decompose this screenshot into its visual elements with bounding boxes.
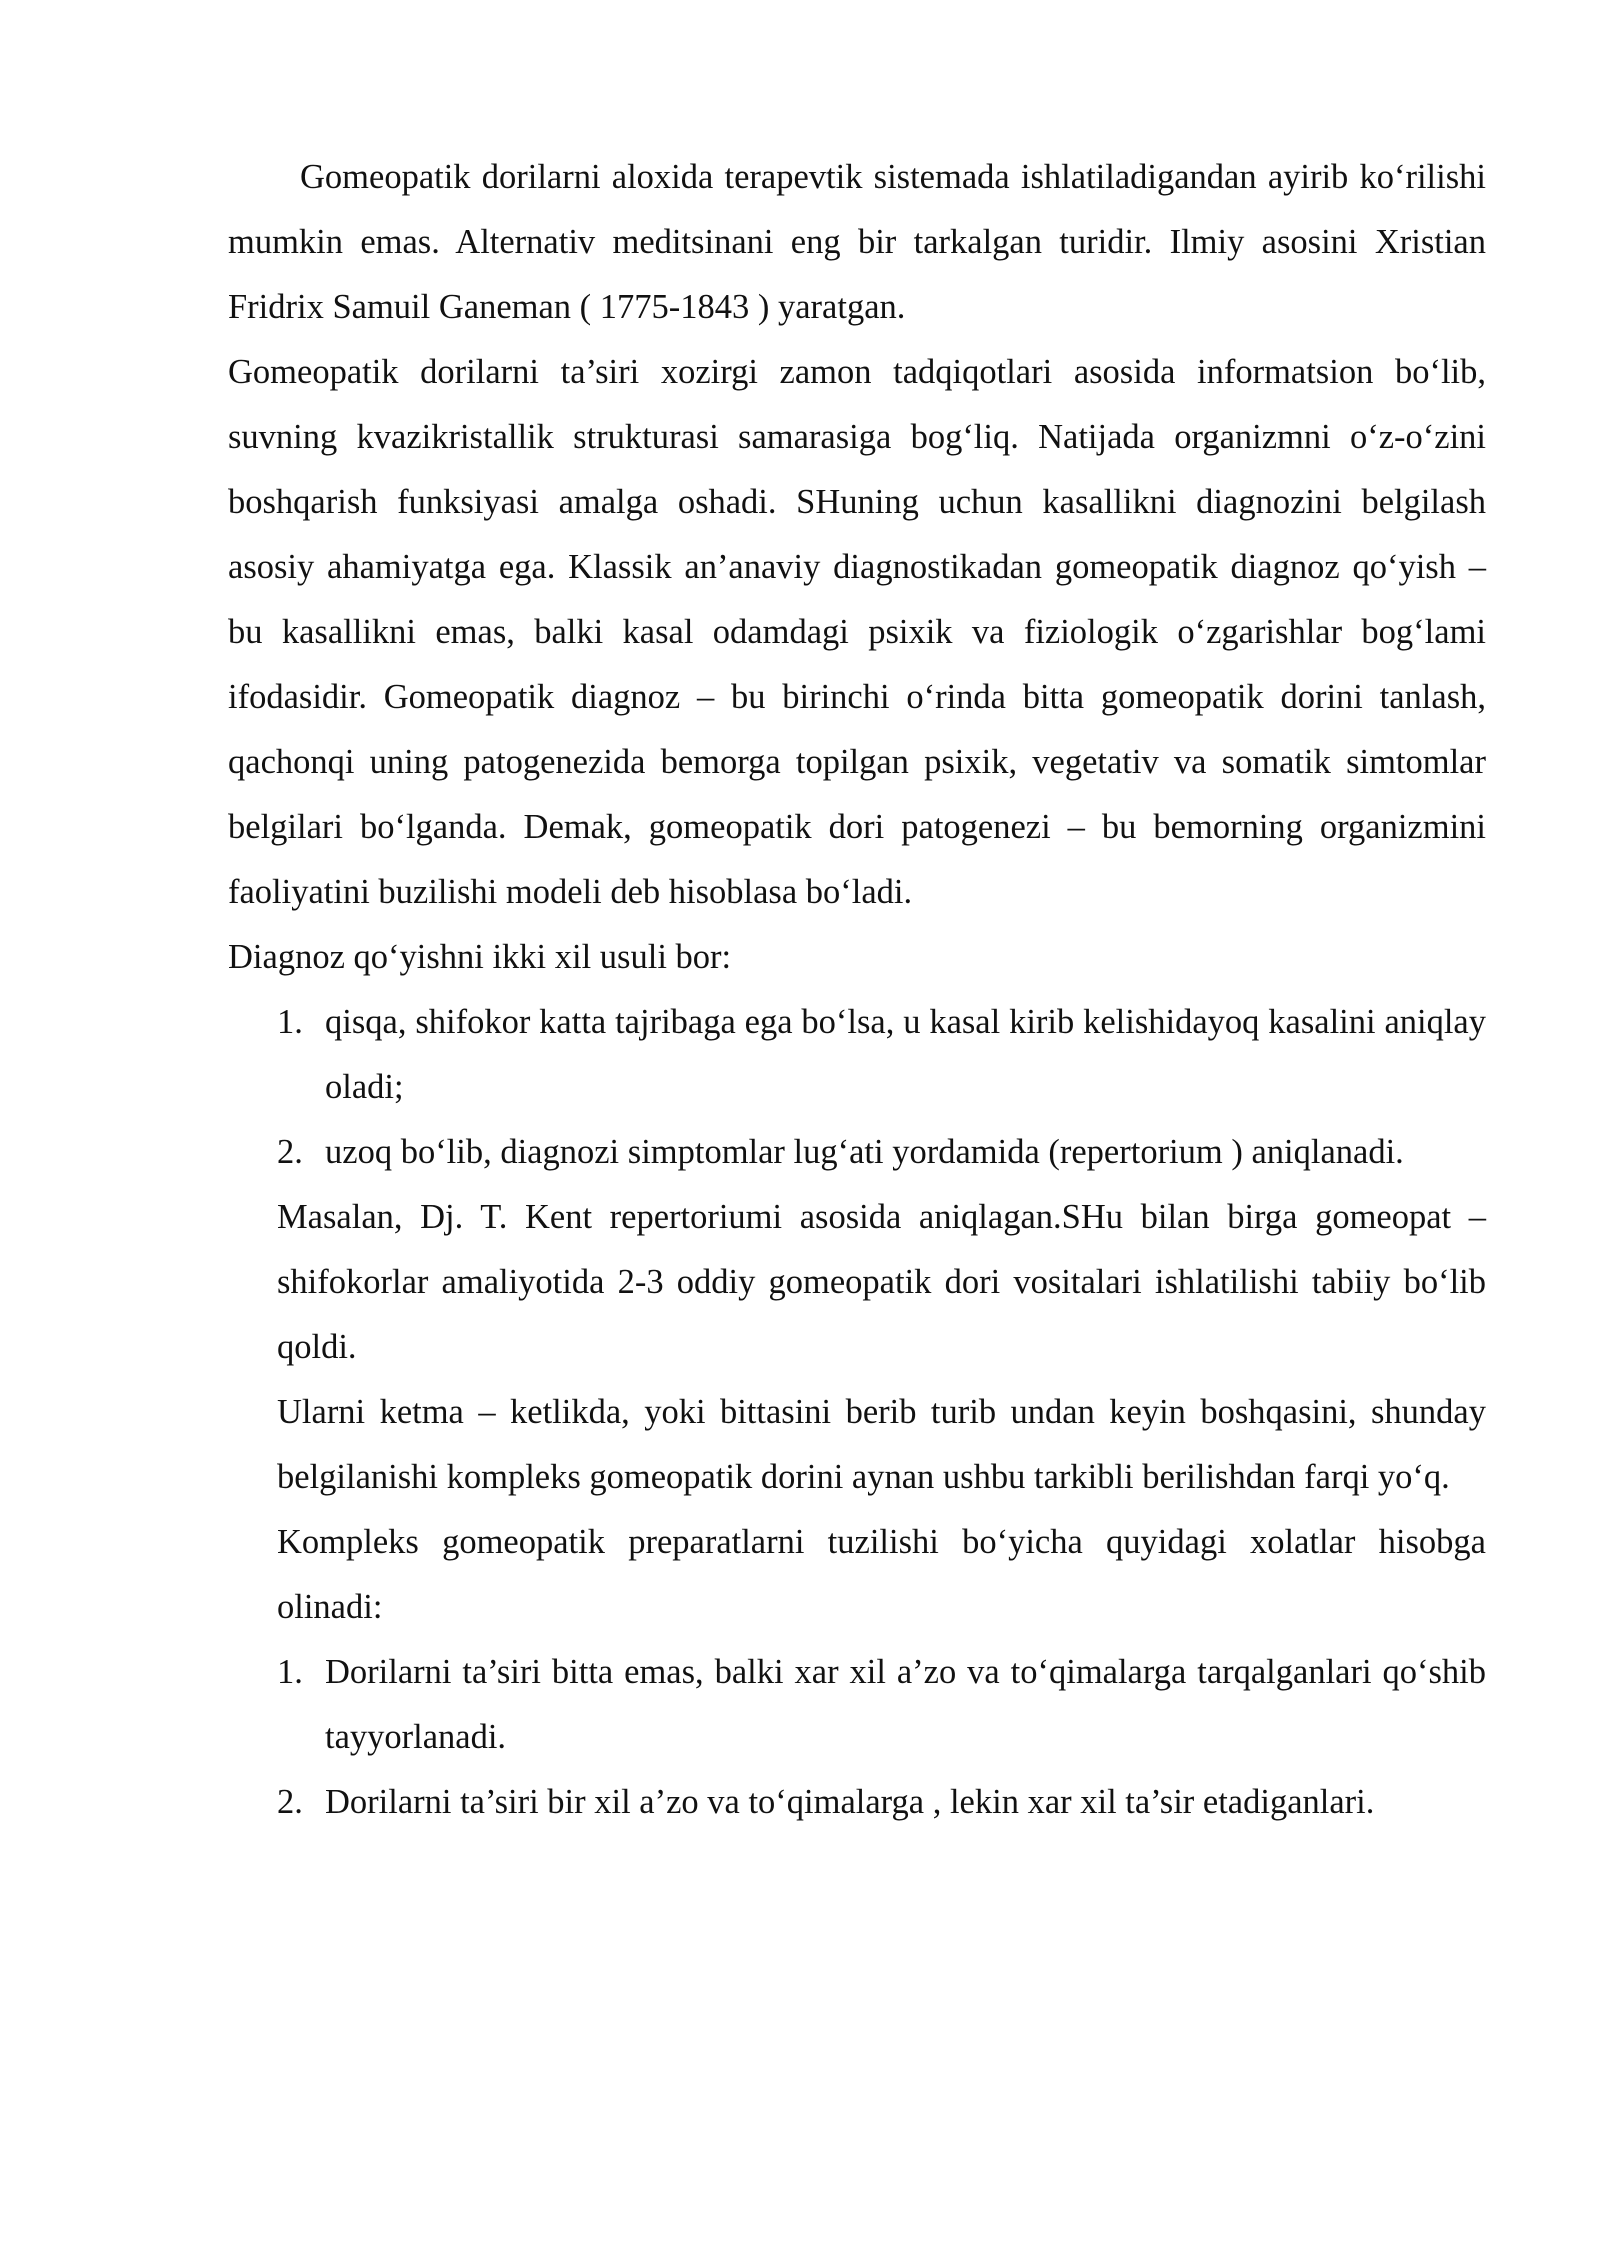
list-item <box>228 990 1486 1120</box>
list-item-number: 2. <box>277 1783 303 1821</box>
paragraph-complex: Kompleks gomeopatik preparatlarni tuzilishi bo‘yicha quyidagi xolatlar hisobga olinadi: <box>277 1523 1486 1626</box>
list-item-text: uzoq bo‘lib, diagnozi simptomlar lug‘ati yordamida (repertorium ) aniqlanadi. <box>325 1133 1404 1171</box>
paragraph-sequence: Ularni ketma – ketlikda, yoki bittasini berib turib undan keyin boshqasini, shunday belgilanishi kompleks gomeopatik dorini aynan ushbu tarkibli berilishdan farqi yo‘q. <box>277 1393 1486 1496</box>
list-item <box>228 1640 1486 1770</box>
list-item-text: qisqa, shifokor katta tajribaga ega bo‘lsa, u kasal kirib kelishidayoq kasalini aniqlay oladi; <box>325 1003 1486 1106</box>
document-page <box>228 145 1486 1835</box>
list-item-text: Dorilarni ta’siri bir xil a’zo va to‘qimalarga , lekin xar xil ta’sir etadiganlari. <box>325 1783 1375 1821</box>
list-item-number: 1. <box>277 1003 303 1041</box>
list-item-number: 1. <box>277 1653 303 1691</box>
paragraph-example: Masalan, Dj. T. Kent repertoriumi asosida aniqlagan.SHu bilan birga gomeopat – shifokorlar amaliyotida 2-3 oddiy gomeopatik dori vositalari ishlatilishi tabiiy bo‘lib qoldi. <box>277 1198 1486 1366</box>
list-item <box>228 1120 1486 1185</box>
paragraph-diagnosis-methods: Diagnoz qo‘yishni ikki xil usuli bor: <box>228 938 732 976</box>
paragraph-effects: Gomeopatik dorilarni ta’siri xozirgi zamon tadqiqotlari asosida informatsion bo‘lib, suvning kvazikristallik strukturasi samarasiga bog‘liq. Natijada organizmni o‘z-o‘zini boshqarish funksiyasi amalga oshadi. SHuning uchun kasallikni diagnozini belgilash asosiy ahamiyatga ega. Klassik an’anaviy diagnostikadan gomeopatik diagnoz qo‘yish – bu kasallikni emas, balki kasal odamdagi psixik va fiziologik o‘zgarishlar bog‘lami ifodasidir. Gomeopatik diagnoz – bu birinchi o‘rinda bitta gomeopatik dorini tanlash, qachonqi uning patogenezida bemorga topilgan psixik, vegetativ va somatik simtomlar belgilari bo‘lganda. Demak, gomeopatik dori patogenezi – bu bemorning organizmini faoliyatini buzilishi modeli deb hisoblasa bo‘ladi. <box>228 353 1486 911</box>
complex-preparations-list <box>228 1640 1486 1835</box>
diagnosis-methods-list <box>228 990 1486 1185</box>
list-item-number: 2. <box>277 1133 303 1171</box>
list-item <box>228 1770 1486 1835</box>
paragraph-intro: Gomeopatik dorilarni aloxida terapevtik sistemada ishlatiladigandan ayirib ko‘rilishi mumkin emas. Alternativ meditsinani eng bir tarkalgan turidir. Ilmiy asosini Xristian Fridrix Samuil Ganeman ( 1775-1843 ) yaratgan. <box>228 158 1486 326</box>
list-item-text: Dorilarni ta’siri bitta emas, balki xar xil a’zo va to‘qimalarga tarqalganlari qo‘shib tayyorlanadi. <box>325 1653 1486 1756</box>
